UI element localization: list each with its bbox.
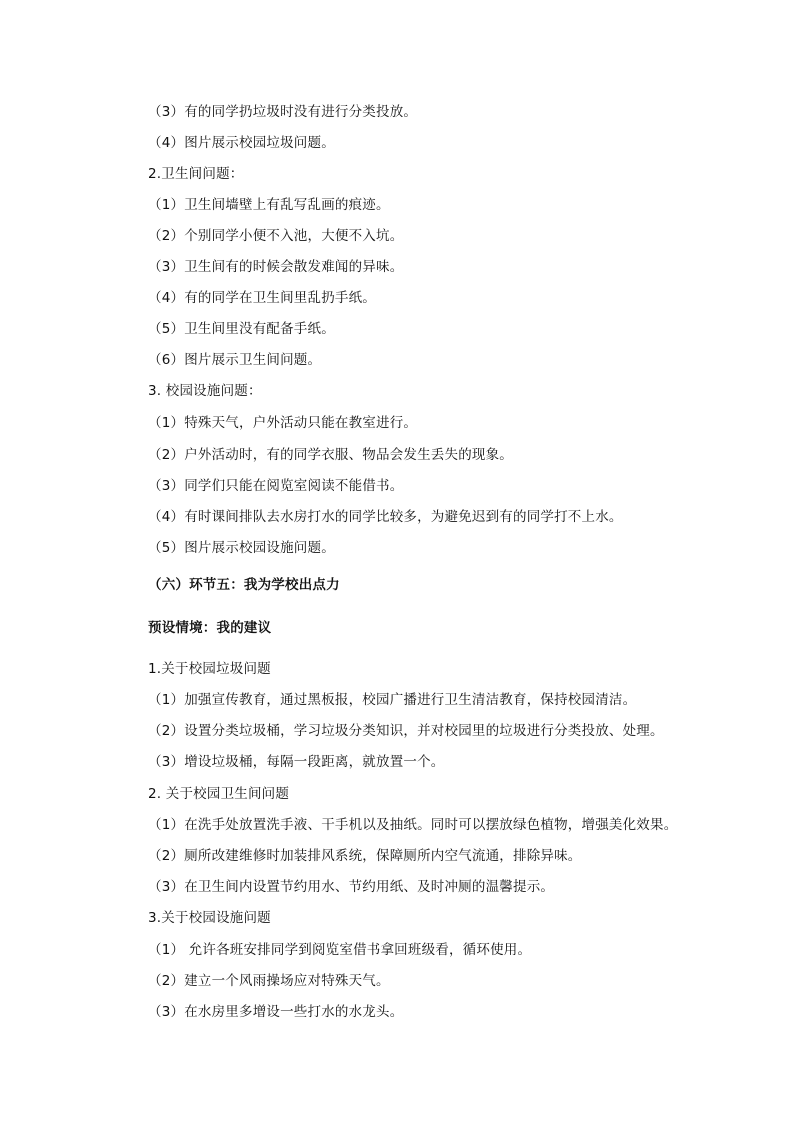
list-item: （3）在卫生间内设置节约用水、节约用纸、及时冲厕的温馨提示。 — [148, 879, 555, 895]
list-item: （6）图片展示卫生间问题。 — [148, 352, 322, 368]
list-item: （1）特殊天气，户外活动只能在教室进行。 — [148, 415, 418, 431]
section-title: （六）环节五：我为学校出点力 — [148, 577, 340, 593]
list-item: （3）在水房里多增设一些打水的水龙头。 — [148, 1004, 404, 1020]
list-item: （4）有时课间排队去水房打水的同学比较多，为避免迟到有的同学打不上水。 — [148, 509, 623, 525]
list-item: （1）卫生间墙壁上有乱写乱画的痕迹。 — [148, 197, 390, 213]
list-item: （2）设置分类垃圾桶，学习垃圾分类知识，并对校园里的垃圾进行分类投放、处理。 — [148, 723, 664, 739]
section-heading: 2.卫生间问题： — [148, 166, 244, 182]
list-item: （2）个别同学小便不入池，大便不入坑。 — [148, 228, 404, 244]
list-item: （3）卫生间有的时候会散发难闻的异味。 — [148, 259, 404, 275]
section-heading: 3.关于校园设施问题 — [148, 910, 271, 926]
preset-title: 预设情境：我的建议 — [148, 620, 272, 636]
list-item: （3）有的同学扔垃圾时没有进行分类投放。 — [148, 104, 418, 120]
section-heading: 3. 校园设施问题： — [148, 383, 262, 399]
list-item: （2）厕所改建维修时加装排风系统，保障厕所内空气流通，排除异味。 — [148, 848, 582, 864]
section-heading: 2. 关于校园卫生间问题 — [148, 786, 290, 802]
list-item: （5）图片展示校园设施问题。 — [148, 540, 335, 556]
list-item: （2）建立一个风雨操场应对特殊天气。 — [148, 973, 390, 989]
list-item: （5）卫生间里没有配备手纸。 — [148, 321, 335, 337]
list-item: （1）加强宣传教育，通过黑板报，校园广播进行卫生清洁教育，保持校园清洁。 — [148, 692, 637, 708]
list-item: （2）户外活动时，有的同学衣服、物品会发生丢失的现象。 — [148, 447, 513, 463]
section-heading: 1.关于校园垃圾问题 — [148, 661, 271, 677]
list-item: （1） 允许各班安排同学到阅览室借书拿回班级看，循环使用。 — [148, 942, 532, 958]
list-item: （4）图片展示校园垃圾问题。 — [148, 135, 335, 151]
list-item: （4）有的同学在卫生间里乱扔手纸。 — [148, 290, 376, 306]
list-item: （3）增设垃圾桶，每隔一段距离，就放置一个。 — [148, 754, 445, 770]
list-item: （3）同学们只能在阅览室阅读不能借书。 — [148, 478, 404, 494]
list-item: （1）在洗手处放置洗手液、干手机以及抽纸。同时可以摆放绿色植物，增强美化效果。 — [148, 817, 678, 833]
